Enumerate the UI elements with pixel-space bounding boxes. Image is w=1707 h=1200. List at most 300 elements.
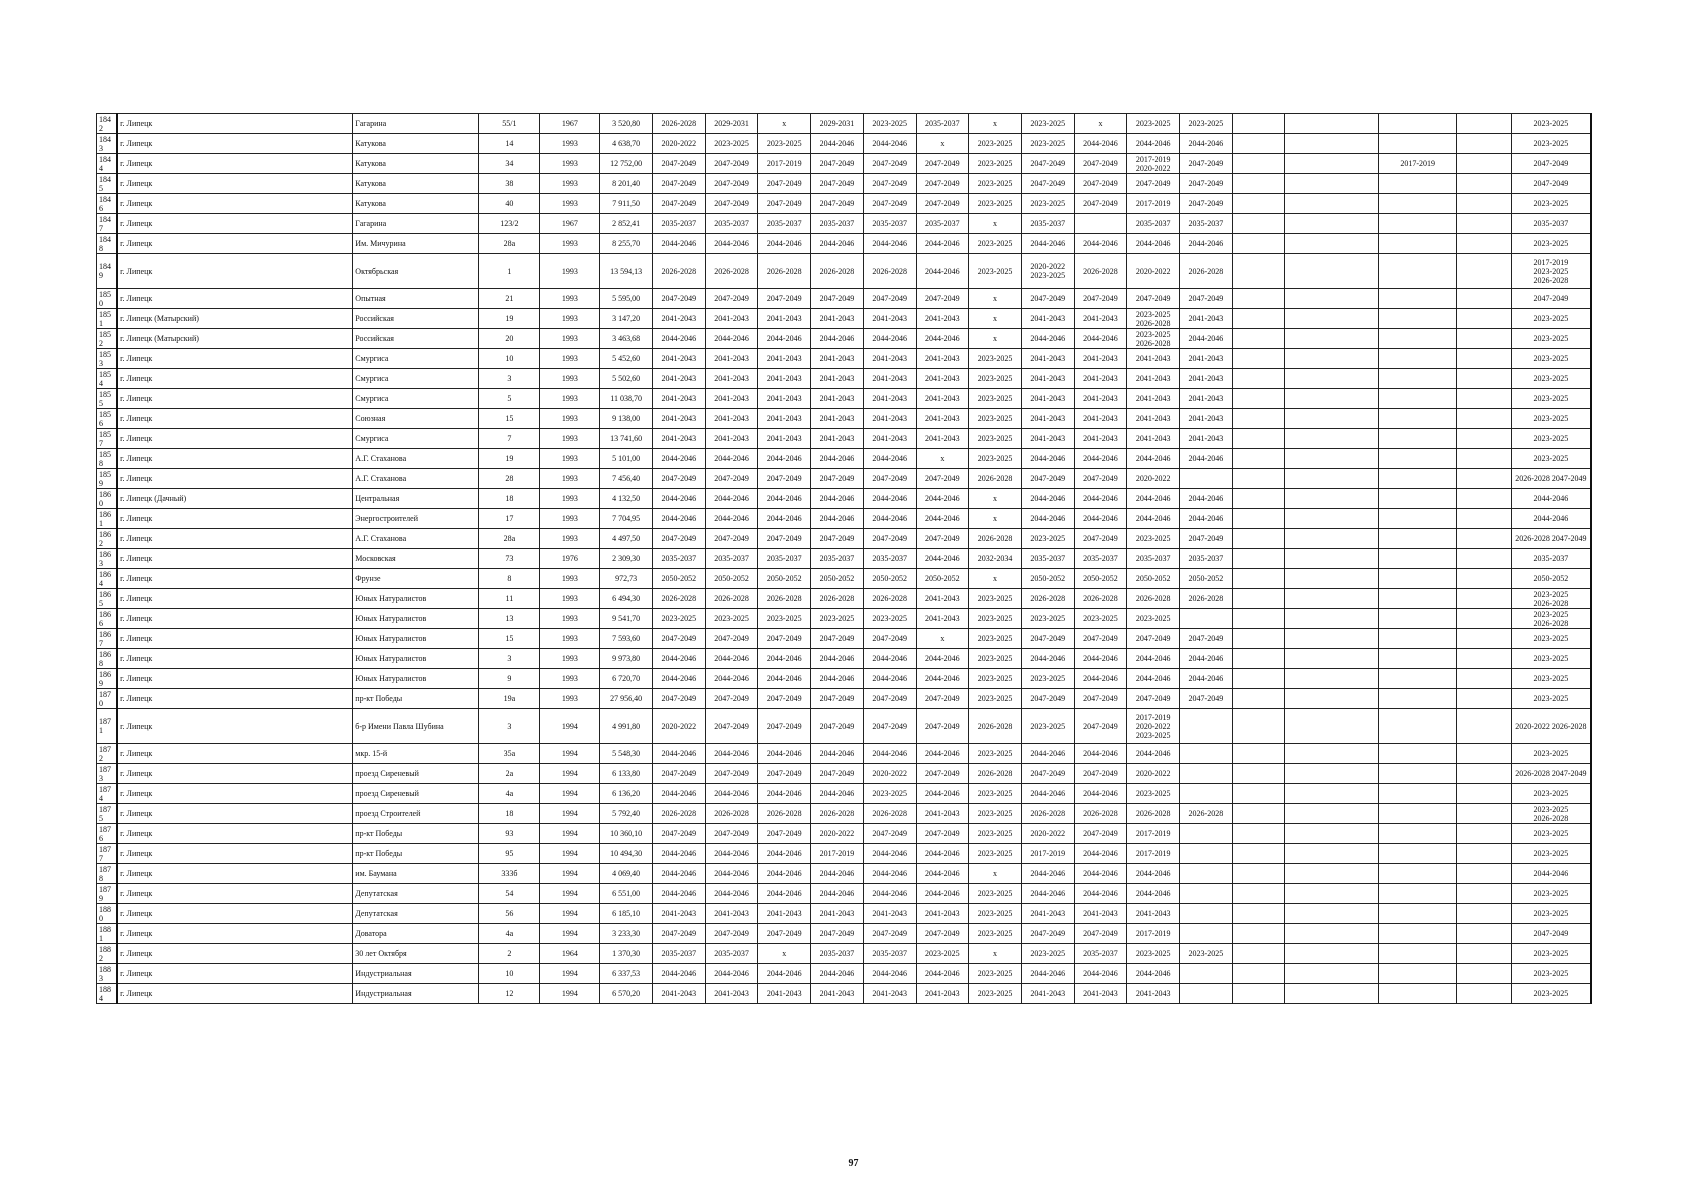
period-cell	[1456, 689, 1511, 709]
period-cell: 2023-2025	[1127, 784, 1180, 804]
period-cell: 2044-2046	[1074, 844, 1127, 864]
period-cell: 2044-2046	[1180, 329, 1233, 349]
area-cell: 6 570,20	[600, 984, 653, 1004]
period-cell	[1285, 744, 1379, 764]
period-cell: 2023-2025	[969, 824, 1022, 844]
period-cell: 2044-2046	[705, 669, 758, 689]
period-cell: 2023-2025	[1511, 369, 1591, 389]
period-cell: 2044-2046	[1127, 864, 1180, 884]
street-cell: А.Г. Стаханова	[353, 449, 479, 469]
period-cell	[1379, 214, 1457, 234]
period-cell: 2023-2025	[969, 254, 1022, 289]
period-cell: 2047-2049	[863, 709, 916, 744]
house-number-cell: 1	[479, 254, 540, 289]
area-cell: 13 594,13	[600, 254, 653, 289]
period-cell	[1232, 449, 1285, 469]
period-cell: 2026-2028	[758, 804, 811, 824]
period-cell	[1232, 864, 1285, 884]
period-cell: 2017-2019	[1127, 844, 1180, 864]
period-cell: 2041-2043	[811, 369, 864, 389]
table-row	[97, 114, 1592, 134]
period-cell: 2044-2046	[863, 964, 916, 984]
period-cell	[1285, 904, 1379, 924]
housing-register-table	[96, 113, 1592, 1004]
period-cell: 2047-2049	[1180, 289, 1233, 309]
house-number-cell: 9	[479, 669, 540, 689]
period-cell: 2026-2028	[1021, 804, 1074, 824]
row-number-cell: 1854	[97, 369, 118, 389]
period-cell: 2047-2049	[705, 709, 758, 744]
row-number-cell: 1868	[97, 649, 118, 669]
period-cell: х	[969, 944, 1022, 964]
period-cell: х	[916, 134, 969, 154]
city-cell: г. Липецк (Матырский)	[117, 309, 353, 329]
street-cell: Депутатская	[353, 884, 479, 904]
period-cell: 2041-2043	[863, 904, 916, 924]
period-cell	[1285, 309, 1379, 329]
period-cell: 2026-2028	[1127, 589, 1180, 609]
period-cell: 2041-2043	[811, 984, 864, 1004]
period-cell: х	[969, 329, 1022, 349]
period-cell: 2047-2049	[652, 289, 705, 309]
period-cell: 2035-2037	[652, 549, 705, 569]
period-cell: 2044-2046	[1511, 489, 1591, 509]
period-cell: 2044-2046	[916, 669, 969, 689]
table-row	[97, 449, 1592, 469]
period-cell: 2044-2046	[1074, 864, 1127, 884]
period-cell: 2047-2049	[863, 629, 916, 649]
period-cell	[1285, 254, 1379, 289]
area-cell: 5 595,00	[600, 289, 653, 309]
period-cell: 2047-2049	[1021, 174, 1074, 194]
row-number-cell: 1875	[97, 804, 118, 824]
build-year-cell: 1993	[540, 174, 600, 194]
street-cell: Московская	[353, 549, 479, 569]
area-cell: 27 956,40	[600, 689, 653, 709]
period-cell: 2044-2046	[1021, 449, 1074, 469]
build-year-cell: 1993	[540, 489, 600, 509]
period-cell: 2023-2025	[1021, 709, 1074, 744]
period-cell: 2047-2049	[705, 529, 758, 549]
house-number-cell: 4а	[479, 784, 540, 804]
period-cell	[1232, 289, 1285, 309]
period-cell: 2023-2025	[1127, 609, 1180, 629]
period-cell	[1232, 329, 1285, 349]
area-cell: 5 792,40	[600, 804, 653, 824]
period-cell	[1285, 784, 1379, 804]
period-cell: 2026-2028	[863, 254, 916, 289]
period-cell: 2044-2046	[863, 864, 916, 884]
period-cell: 2044-2046	[863, 489, 916, 509]
period-cell: 2047-2049	[1180, 529, 1233, 549]
period-cell: 2050-2052	[1180, 569, 1233, 589]
row-number-cell: 1860	[97, 489, 118, 509]
period-cell: 2044-2046	[758, 884, 811, 904]
period-cell: 2023-2025	[969, 389, 1022, 409]
period-cell: 2041-2043	[705, 904, 758, 924]
period-cell: 2026-2028	[969, 469, 1022, 489]
table-row	[97, 884, 1592, 904]
period-cell: 2023-2025 2026-2028	[1511, 609, 1591, 629]
period-cell: 2044-2046	[758, 329, 811, 349]
period-cell: 2047-2049	[758, 924, 811, 944]
street-cell: Российская	[353, 329, 479, 349]
period-cell: 2041-2043	[811, 309, 864, 329]
period-cell: 2044-2046	[811, 134, 864, 154]
period-cell	[1232, 214, 1285, 234]
period-cell	[1379, 669, 1457, 689]
period-cell: 2047-2049	[811, 709, 864, 744]
house-number-cell: 8	[479, 569, 540, 589]
period-cell: 2017-2019	[1127, 824, 1180, 844]
period-cell: 2023-2025	[1511, 114, 1591, 134]
period-cell: 2023-2025	[1511, 689, 1591, 709]
area-cell: 6 551,00	[600, 884, 653, 904]
street-cell: проезд Строителей	[353, 804, 479, 824]
period-cell: 2044-2046	[705, 234, 758, 254]
period-cell: 2020-2022	[1127, 764, 1180, 784]
period-cell: 2044-2046	[1021, 329, 1074, 349]
period-cell: 2044-2046	[1021, 489, 1074, 509]
period-cell: 2047-2049	[705, 174, 758, 194]
city-cell: г. Липецк	[117, 609, 353, 629]
build-year-cell: 1993	[540, 154, 600, 174]
period-cell: 2044-2046	[1180, 509, 1233, 529]
build-year-cell: 1993	[540, 649, 600, 669]
period-cell: 2020-2022	[863, 764, 916, 784]
build-year-cell: 1993	[540, 509, 600, 529]
house-number-cell: 73	[479, 549, 540, 569]
period-cell	[1232, 844, 1285, 864]
period-cell: 2047-2049	[1180, 194, 1233, 214]
house-number-cell: 40	[479, 194, 540, 214]
period-cell: 2044-2046	[1021, 864, 1074, 884]
period-cell: 2029-2031	[705, 114, 758, 134]
period-cell: х	[969, 309, 1022, 329]
period-cell: 2044-2046	[652, 844, 705, 864]
period-cell: 2044-2046	[1180, 489, 1233, 509]
period-cell	[1379, 489, 1457, 509]
table-row	[97, 944, 1592, 964]
period-cell: 2023-2025	[652, 609, 705, 629]
period-cell	[1285, 764, 1379, 784]
period-cell: 2023-2025 2026-2028	[1511, 589, 1591, 609]
period-cell	[1285, 154, 1379, 174]
period-cell: 2035-2037	[1511, 214, 1591, 234]
period-cell: 2026-2028	[969, 764, 1022, 784]
period-cell	[1456, 864, 1511, 884]
period-cell: х	[969, 569, 1022, 589]
period-cell	[1285, 489, 1379, 509]
period-cell: 2023-2025	[1511, 349, 1591, 369]
street-cell: Катукова	[353, 174, 479, 194]
period-cell	[1379, 114, 1457, 134]
period-cell: х	[969, 864, 1022, 884]
period-cell: 2023-2025	[1511, 449, 1591, 469]
period-cell: 2044-2046	[705, 449, 758, 469]
row-number-cell: 1880	[97, 904, 118, 924]
period-cell: 2047-2049	[1021, 924, 1074, 944]
period-cell	[1232, 254, 1285, 289]
period-cell: 2023-2025	[1511, 194, 1591, 214]
period-cell	[1232, 904, 1285, 924]
period-cell: 2041-2043	[916, 984, 969, 1004]
city-cell: г. Липецк	[117, 824, 353, 844]
period-cell	[1285, 569, 1379, 589]
period-cell	[1285, 509, 1379, 529]
period-cell: 2023-2025	[1511, 309, 1591, 329]
period-cell: 2044-2046	[863, 649, 916, 669]
period-cell: 2023-2025	[1511, 744, 1591, 764]
period-cell: 2026-2028	[1127, 804, 1180, 824]
period-cell: 2023-2025	[969, 924, 1022, 944]
period-cell: 2023-2025	[1021, 114, 1074, 134]
period-cell	[1379, 529, 1457, 549]
house-number-cell: 5	[479, 389, 540, 409]
row-number-cell: 1878	[97, 864, 118, 884]
period-cell: 2044-2046	[652, 649, 705, 669]
period-cell: 2044-2046	[705, 744, 758, 764]
period-cell: 2044-2046	[705, 649, 758, 669]
period-cell: 2026-2028	[758, 589, 811, 609]
period-cell: 2044-2046	[652, 509, 705, 529]
period-cell: 2026-2028	[1021, 589, 1074, 609]
period-cell: 2035-2037	[916, 114, 969, 134]
build-year-cell: 1994	[540, 824, 600, 844]
period-cell: 2044-2046	[863, 329, 916, 349]
build-year-cell: 1993	[540, 289, 600, 309]
row-number-cell: 1858	[97, 449, 118, 469]
table-row	[97, 609, 1592, 629]
period-cell	[1456, 629, 1511, 649]
period-cell: 2023-2025	[969, 744, 1022, 764]
period-cell: 2041-2043	[863, 984, 916, 1004]
period-cell	[1379, 234, 1457, 254]
area-cell: 2 852,41	[600, 214, 653, 234]
period-cell	[1379, 844, 1457, 864]
period-cell: 2017-2019	[1127, 194, 1180, 214]
period-cell: 2035-2037	[811, 944, 864, 964]
house-number-cell: 10	[479, 964, 540, 984]
period-cell: 2047-2049	[811, 689, 864, 709]
period-cell	[1180, 904, 1233, 924]
period-cell: 2041-2043	[1127, 984, 1180, 1004]
city-cell: г. Липецк	[117, 804, 353, 824]
period-cell	[1456, 154, 1511, 174]
area-cell: 4 638,70	[600, 134, 653, 154]
house-number-cell: 54	[479, 884, 540, 904]
period-cell	[1285, 824, 1379, 844]
period-cell: 2047-2049	[758, 824, 811, 844]
period-cell: 2044-2046	[863, 134, 916, 154]
house-number-cell: 15	[479, 629, 540, 649]
period-cell: 2047-2049	[863, 824, 916, 844]
period-cell	[1456, 234, 1511, 254]
street-cell: Юных Натуралистов	[353, 609, 479, 629]
street-cell: Гагарина	[353, 214, 479, 234]
period-cell	[1456, 529, 1511, 549]
period-cell: 2017-2019	[1379, 154, 1457, 174]
city-cell: г. Липецк	[117, 529, 353, 549]
period-cell: 2029-2031	[811, 114, 864, 134]
city-cell: г. Липецк	[117, 649, 353, 669]
period-cell: 2023-2025	[1180, 944, 1233, 964]
period-cell: 2020-2022 2023-2025	[1021, 254, 1074, 289]
period-cell: 2047-2049	[705, 629, 758, 649]
period-cell: 2047-2049	[1180, 689, 1233, 709]
period-cell: 2044-2046	[758, 844, 811, 864]
house-number-cell: 93	[479, 824, 540, 844]
city-cell: г. Липецк	[117, 369, 353, 389]
period-cell: 2026-2028	[758, 254, 811, 289]
house-number-cell: 28а	[479, 234, 540, 254]
row-number-cell: 1847	[97, 214, 118, 234]
city-cell: г. Липецк	[117, 984, 353, 1004]
period-cell	[1285, 449, 1379, 469]
row-number-cell: 1873	[97, 764, 118, 784]
period-cell: 2023-2025	[1511, 904, 1591, 924]
period-cell: 2044-2046	[652, 489, 705, 509]
house-number-cell: 19	[479, 309, 540, 329]
street-cell: Смургиса	[353, 389, 479, 409]
period-cell: 2044-2046	[1021, 784, 1074, 804]
house-number-cell: 28	[479, 469, 540, 489]
area-cell: 3 463,68	[600, 329, 653, 349]
period-cell: 2023-2025	[969, 689, 1022, 709]
period-cell: 2050-2052	[705, 569, 758, 589]
period-cell: 2023-2025	[1511, 884, 1591, 904]
period-cell: 2044-2046	[1511, 864, 1591, 884]
period-cell: х	[969, 289, 1022, 309]
area-cell: 9 541,70	[600, 609, 653, 629]
street-cell: Юных Натуралистов	[353, 589, 479, 609]
period-cell: 2041-2043	[916, 904, 969, 924]
period-cell: 2044-2046	[1127, 509, 1180, 529]
period-cell	[1456, 744, 1511, 764]
period-cell: 2047-2049	[652, 689, 705, 709]
table-row	[97, 509, 1592, 529]
period-cell	[1456, 329, 1511, 349]
period-cell	[1456, 649, 1511, 669]
period-cell	[1232, 529, 1285, 549]
period-cell	[1232, 944, 1285, 964]
period-cell: 2041-2043	[916, 429, 969, 449]
period-cell	[1285, 649, 1379, 669]
period-cell: 2035-2037	[652, 214, 705, 234]
row-number-cell: 1862	[97, 529, 118, 549]
period-cell: 2023-2025	[1511, 649, 1591, 669]
period-cell	[1456, 984, 1511, 1004]
table-row	[97, 924, 1592, 944]
period-cell: 2026-2028 2047-2049	[1511, 764, 1591, 784]
period-cell: 2044-2046	[916, 489, 969, 509]
area-cell: 11 038,70	[600, 389, 653, 409]
period-cell: 2023-2025	[969, 154, 1022, 174]
period-cell: 2020-2022	[1127, 469, 1180, 489]
house-number-cell: 21	[479, 289, 540, 309]
period-cell: 2050-2052	[652, 569, 705, 589]
row-number-cell: 1852	[97, 329, 118, 349]
period-cell	[1379, 549, 1457, 569]
period-cell: 2047-2049	[758, 629, 811, 649]
period-cell	[1180, 864, 1233, 884]
period-cell: 2035-2037	[863, 944, 916, 964]
period-cell: 2044-2046	[758, 509, 811, 529]
street-cell: Юных Натуралистов	[353, 669, 479, 689]
period-cell: 2047-2049	[758, 194, 811, 214]
city-cell: г. Липецк	[117, 904, 353, 924]
table-row	[97, 309, 1592, 329]
period-cell	[1379, 449, 1457, 469]
period-cell: 2044-2046	[1127, 449, 1180, 469]
period-cell: 2044-2046	[1074, 449, 1127, 469]
period-cell: 2041-2043	[1180, 309, 1233, 329]
house-number-cell: 15	[479, 409, 540, 429]
city-cell: г. Липецк	[117, 234, 353, 254]
period-cell: 2026-2028	[705, 804, 758, 824]
house-number-cell: 2а	[479, 764, 540, 784]
period-cell: 2041-2043	[1127, 369, 1180, 389]
period-cell: 2035-2037	[863, 549, 916, 569]
house-number-cell: 18	[479, 804, 540, 824]
period-cell	[1232, 349, 1285, 369]
period-cell	[1180, 924, 1233, 944]
build-year-cell: 1993	[540, 234, 600, 254]
period-cell: 2047-2049	[916, 709, 969, 744]
period-cell: 2047-2049	[705, 824, 758, 844]
period-cell: 2041-2043	[705, 984, 758, 1004]
period-cell	[1285, 369, 1379, 389]
house-number-cell: 56	[479, 904, 540, 924]
period-cell: 2041-2043	[1021, 984, 1074, 1004]
period-cell: 2023-2025	[1511, 389, 1591, 409]
house-number-cell: 3	[479, 369, 540, 389]
period-cell	[1456, 784, 1511, 804]
period-cell: 2047-2049	[1180, 629, 1233, 649]
city-cell: г. Липецк	[117, 509, 353, 529]
period-cell	[1456, 884, 1511, 904]
period-cell: 2044-2046	[916, 329, 969, 349]
street-cell: Катукова	[353, 134, 479, 154]
table-row	[97, 549, 1592, 569]
period-cell	[1379, 964, 1457, 984]
period-cell	[1456, 569, 1511, 589]
street-cell: Смургиса	[353, 429, 479, 449]
period-cell: 2044-2046	[916, 649, 969, 669]
house-number-cell: 333б	[479, 864, 540, 884]
period-cell: 2041-2043	[811, 904, 864, 924]
period-cell	[1232, 409, 1285, 429]
period-cell: 2041-2043	[916, 389, 969, 409]
period-cell: 2044-2046	[705, 884, 758, 904]
build-year-cell: 1967	[540, 214, 600, 234]
period-cell: 2026-2028 2047-2049	[1511, 469, 1591, 489]
period-cell: 2044-2046	[1074, 329, 1127, 349]
period-cell	[1232, 174, 1285, 194]
period-cell	[1379, 784, 1457, 804]
area-cell: 1 370,30	[600, 944, 653, 964]
register-table-container	[96, 113, 1592, 1004]
period-cell	[1379, 134, 1457, 154]
period-cell	[1456, 709, 1511, 744]
period-cell: 2044-2046	[1074, 509, 1127, 529]
period-cell: 2041-2043	[652, 429, 705, 449]
period-cell: 2044-2046	[1180, 649, 1233, 669]
period-cell: 2023-2025	[969, 844, 1022, 864]
period-cell: 2041-2043	[705, 409, 758, 429]
period-cell: 2044-2046	[1127, 134, 1180, 154]
area-cell: 7 704,95	[600, 509, 653, 529]
